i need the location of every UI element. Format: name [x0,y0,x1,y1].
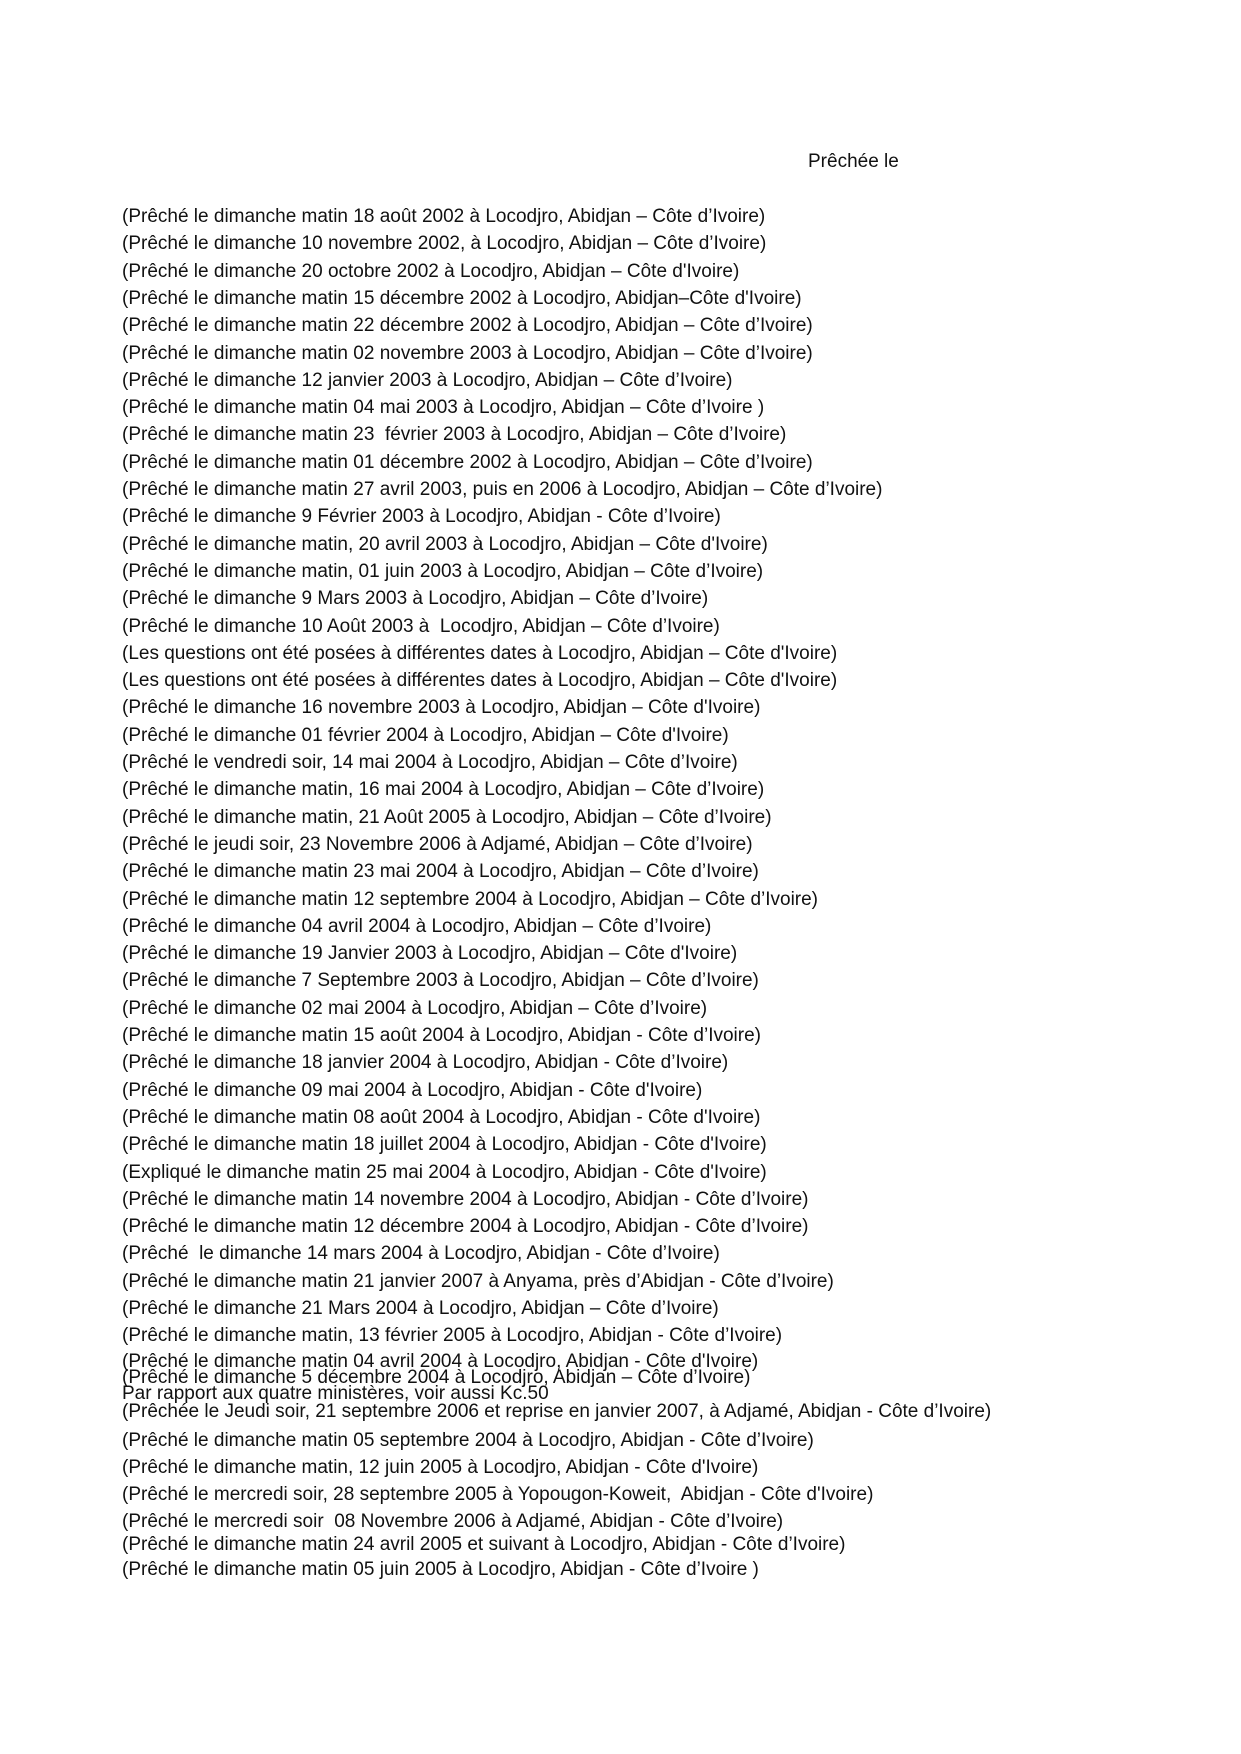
sermon-date-line: (Prêché le dimanche matin, 20 avril 2003 à Locodjro, Abidjan – Côte d'Ivoire) [122,533,768,555]
sermon-date-line: (Prêché le dimanche matin 04 avril 2004 à Locodjro, Abidjan - Côte d'Ivoire) [122,1351,759,1372]
sermon-date-line: (Prêché le dimanche 21 Mars 2004 à Locodjro, Abidjan – Côte d’Ivoire) [122,1298,719,1319]
sermon-date-line: (Prêché le dimanche 5 décembre 2004 à Locodjro, Abidjan – Côte d’Ivoire) [122,1367,751,1388]
sermon-date-line: (Prêché le dimanche matin, 16 mai 2004 à Locodjro, Abidjan – Côte d’Ivoire) [122,779,765,801]
sermon-date-line: (Prêché le dimanche matin 04 mai 2003 à Locodjro, Abidjan – Côte d’Ivoire ) [122,397,765,419]
sermon-date-line: (Prêchée le Jeudi soir, 21 septembre 2006 et reprise en janvier 2007, à Adjamé, Abidjan - Côte d’Ivoire) [122,1401,992,1422]
sermon-date-line: (Prêché le dimanche matin 23 mai 2004 à Locodjro, Abidjan – Côte d’Ivoire) [122,861,759,883]
sermon-date-line: (Prêché le dimanche matin 18 juillet 2004 à Locodjro, Abidjan - Côte d'Ivoire) [122,1134,767,1156]
sermon-date-line: (Prêché le dimanche 02 mai 2004 à Locodjro, Abidjan – Côte d’Ivoire) [122,997,708,1019]
sermon-date-line: (Expliqué le dimanche matin 25 mai 2004 à Locodjro, Abidjan - Côte d'Ivoire) [122,1161,767,1183]
sermon-date-line: (Prêché le dimanche 10 Août 2003 à Locodjro, Abidjan – Côte d’Ivoire) [122,615,720,637]
sermon-date-line: (Prêché le dimanche matin 02 novembre 2003 à Locodjro, Abidjan – Côte d’Ivoire) [122,342,813,364]
sermon-date-line: (Prêché le dimanche 20 octobre 2002 à Locodjro, Abidjan – Côte d'Ivoire) [122,260,740,282]
cross-reference-note: Par rapport aux quatre ministères, voir aussi Kc.50 [122,1383,549,1404]
sermon-date-line: (Prêché le dimanche matin 15 août 2004 à Locodjro, Abidjan - Côte d’Ivoire) [122,1025,761,1046]
sermon-date-line: (Prêché le mercredi soir 08 Novembre 2006 à Adjamé, Abidjan - Côte d’Ivoire) [122,1511,784,1532]
sermon-date-line: (Prêché le mercredi soir, 28 septembre 2005 à Yopougon-Koweit, Abidjan - Côte d'Ivoire) [122,1484,874,1505]
sermon-date-line: (Prêché le dimanche matin 12 décembre 2004 à Locodjro, Abidjan - Côte d’Ivoire) [122,1216,809,1238]
sermon-date-line: (Prêché le dimanche 09 mai 2004 à Locodjro, Abidjan - Côte d'Ivoire) [122,1079,703,1101]
sermon-date-line: (Prêché le dimanche 01 février 2004 à Locodjro, Abidjan – Côte d'Ivoire) [122,724,729,746]
sermon-date-line: (Prêché le dimanche matin 12 septembre 2004 à Locodjro, Abidjan – Côte d’Ivoire) [122,888,819,910]
sermon-date-line: (Prêché le dimanche matin 22 décembre 2002 à Locodjro, Abidjan – Côte d’Ivoire) [122,315,813,337]
sermon-date-line: (Prêché le dimanche matin 08 août 2004 à Locodjro, Abidjan - Côte d'Ivoire) [122,1106,761,1128]
sermon-date-line: (Prêché le dimanche 18 janvier 2004 à Locodjro, Abidjan - Côte d’Ivoire) [122,1052,729,1074]
sermon-date-line: (Prêché le dimanche matin 05 juin 2005 à Locodjro, Abidjan - Côte d’Ivoire ) [122,1559,759,1580]
sermon-date-line: (Prêché le dimanche matin, 21 Août 2005 à Locodjro, Abidjan – Côte d’Ivoire) [122,806,772,828]
sermon-date-line: (Prêché le dimanche 12 janvier 2003 à Locodjro, Abidjan – Côte d’Ivoire) [122,369,733,391]
sermon-date-line: (Prêché le dimanche 14 mars 2004 à Locodjro, Abidjan - Côte d’Ivoire) [122,1243,720,1265]
page-header: Prêchée le [808,151,899,172]
sermon-date-line: (Les questions ont été posées à différentes dates à Locodjro, Abidjan – Côte d'Ivoire) [122,642,838,664]
sermon-date-line: (Prêché le dimanche matin 21 janvier 2007 à Anyama, près d’Abidjan - Côte d’Ivoire) [122,1270,834,1292]
sermon-date-line: (Prêché le dimanche matin, 12 juin 2005 à Locodjro, Abidjan - Côte d'Ivoire) [122,1457,759,1478]
sermon-date-line: (Prêché le vendredi soir, 14 mai 2004 à Locodjro, Abidjan – Côte d’Ivoire) [122,752,738,773]
sermon-date-line: (Prêché le dimanche matin 18 août 2002 à Locodjro, Abidjan – Côte d’Ivoire) [122,206,766,227]
sermon-date-line: (Prêché le dimanche matin, 01 juin 2003 à Locodjro, Abidjan – Côte d’Ivoire) [122,560,764,582]
sermon-date-line: (Prêché le dimanche matin 27 avril 2003, puis en 2006 à Locodjro, Abidjan – Côte d’Ivoire) [122,479,883,500]
sermon-date-line: (Prêché le dimanche matin 05 septembre 2004 à Locodjro, Abidjan - Côte d’Ivoire) [122,1430,814,1451]
sermon-date-line: (Prêché le dimanche matin, 13 février 2005 à Locodjro, Abidjan - Côte d’Ivoire) [122,1325,783,1347]
sermon-date-line: (Prêché le dimanche matin 01 décembre 2002 à Locodjro, Abidjan – Côte d’Ivoire) [122,451,813,473]
sermon-date-line: (Prêché le dimanche matin 15 décembre 2002 à Locodjro, Abidjan–Côte d'Ivoire) [122,287,802,309]
sermon-date-line: (Les questions ont été posées à différentes dates à Locodjro, Abidjan – Côte d'Ivoire) [122,670,838,692]
sermon-date-line: (Prêché le dimanche 9 Février 2003 à Locodjro, Abidjan - Côte d’Ivoire) [122,506,721,528]
sermon-date-line: (Prêché le dimanche matin 24 avril 2005 et suivant à Locodjro, Abidjan - Côte d’Ivoire) [122,1534,846,1555]
sermon-date-line: (Prêché le dimanche matin 14 novembre 2004 à Locodjro, Abidjan - Côte d’Ivoire) [122,1188,809,1210]
sermon-date-line: (Prêché le dimanche 9 Mars 2003 à Locodjro, Abidjan – Côte d’Ivoire) [122,588,709,610]
sermon-date-line: (Prêché le dimanche 10 novembre 2002, à Locodjro, Abidjan – Côte d’Ivoire) [122,233,767,255]
sermon-date-line: (Prêché le dimanche matin 23 février 2003 à Locodjro, Abidjan – Côte d’Ivoire) [122,424,787,446]
sermon-date-line: (Prêché le jeudi soir, 23 Novembre 2006 à Adjamé, Abidjan – Côte d’Ivoire) [122,833,753,855]
sermon-date-line: (Prêché le dimanche 04 avril 2004 à Locodjro, Abidjan – Côte d’Ivoire) [122,915,712,937]
sermon-date-line: (Prêché le dimanche 16 novembre 2003 à Locodjro, Abidjan – Côte d'Ivoire) [122,697,761,719]
sermon-date-line: (Prêché le dimanche 7 Septembre 2003 à Locodjro, Abidjan – Côte d’Ivoire) [122,970,759,992]
sermon-date-line: (Prêché le dimanche 19 Janvier 2003 à Locodjro, Abidjan – Côte d'Ivoire) [122,943,738,965]
